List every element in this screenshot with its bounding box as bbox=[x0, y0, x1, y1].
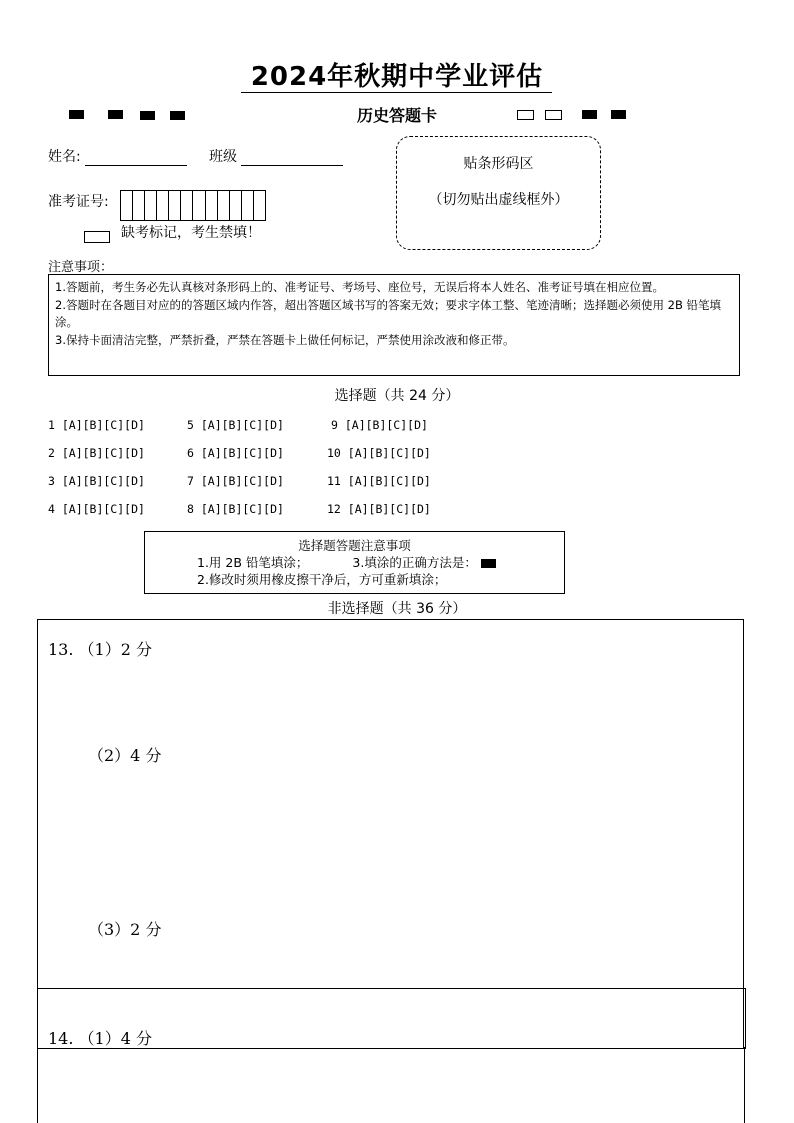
non-choice-section-title: 非选择题（共 36 分） bbox=[327, 601, 467, 617]
choice-question[interactable]: 3 [A][B][C][D] bbox=[48, 474, 145, 488]
choice-question[interactable]: 9 [A][B][C][D] bbox=[331, 418, 428, 432]
position-mark bbox=[140, 111, 155, 120]
absent-mark-box bbox=[84, 231, 110, 243]
instructions-title: 选择题答题注意事项 bbox=[298, 538, 411, 553]
absent-label: 缺考标记，考生禁填！ bbox=[121, 225, 261, 241]
exam-id-boxes[interactable] bbox=[120, 190, 266, 221]
instruction-1: 1.用 2B 铅笔填涂； bbox=[197, 555, 309, 570]
class-blank[interactable] bbox=[241, 151, 343, 166]
choice-question[interactable]: 6 [A][B][C][D] bbox=[187, 446, 284, 460]
notes-box bbox=[48, 274, 740, 376]
position-mark bbox=[108, 110, 123, 119]
position-mark bbox=[582, 110, 597, 119]
choice-section-title: 选择题（共 24 分） bbox=[334, 388, 460, 404]
notes-heading: 注意事项： bbox=[48, 260, 114, 275]
choice-question[interactable]: 7 [A][B][C][D] bbox=[187, 474, 284, 488]
choice-question[interactable]: 1 [A][B][C][D] bbox=[48, 418, 145, 432]
note-item: 3.保持卡面清洁完整，严禁折叠，严禁在答题卡上做任何标记，严禁使用涂改液和修正带。 bbox=[55, 332, 515, 347]
note-item: 1.答题前，考生务必先认真核对条形码上的、准考证号、考场号、座位号，无误后将本人姓名、准考证号填在相应位置。 bbox=[55, 280, 664, 294]
answer-area-14-border bbox=[744, 1047, 745, 1123]
choice-question[interactable]: 12 [A][B][C][D] bbox=[327, 502, 431, 516]
choice-question[interactable]: 8 [A][B][C][D] bbox=[187, 502, 284, 516]
position-mark bbox=[170, 111, 185, 120]
instruction-3: 3.填涂的正确方法是： bbox=[352, 555, 477, 570]
exam-id-label: 准考证号: bbox=[48, 194, 109, 210]
name-field[interactable] bbox=[48, 146, 187, 166]
q13-part1: 13. （1）2 分 bbox=[48, 640, 152, 659]
note-item: 2.答题时在各题目对应的的答题区域内作答，超出答题区域书写的答案无效；要求字体工整、笔迹清晰；选择题必须使用 2B 铅笔填涂。 bbox=[55, 297, 721, 329]
q14-part1: 14. （1）4 分 bbox=[48, 1029, 152, 1048]
position-mark bbox=[69, 110, 84, 119]
position-mark bbox=[611, 110, 626, 119]
page-title: 2024年秋期中学业评估 bbox=[250, 62, 544, 92]
name-label: 姓名: bbox=[48, 149, 81, 165]
answer-area-13[interactable] bbox=[37, 619, 744, 1049]
barcode-note: （切勿贴出虚线框外） bbox=[428, 192, 569, 208]
choice-question[interactable]: 11 [A][B][C][D] bbox=[327, 474, 431, 488]
answer-area-14-border bbox=[37, 1047, 38, 1123]
class-field[interactable] bbox=[209, 146, 343, 166]
barcode-area bbox=[396, 136, 601, 250]
name-blank[interactable] bbox=[85, 151, 187, 166]
choice-instructions-box bbox=[144, 531, 565, 594]
choice-question[interactable]: 10 [A][B][C][D] bbox=[327, 446, 431, 460]
q13-part2: （2）4 分 bbox=[88, 746, 162, 765]
position-mark-hollow bbox=[517, 110, 534, 120]
q13-part3: （3）2 分 bbox=[88, 920, 162, 939]
card-title: 历史答题卡 bbox=[356, 106, 437, 125]
choice-question[interactable]: 5 [A][B][C][D] bbox=[187, 418, 284, 432]
choice-question[interactable]: 4 [A][B][C][D] bbox=[48, 502, 145, 516]
choice-question[interactable]: 2 [A][B][C][D] bbox=[48, 446, 145, 460]
class-label: 班级 bbox=[209, 149, 237, 165]
title-underline bbox=[241, 92, 552, 93]
fill-sample bbox=[481, 559, 496, 568]
position-mark-hollow bbox=[545, 110, 562, 120]
instruction-2: 2.修改时须用橡皮擦干净后，方可重新填涂； bbox=[197, 572, 447, 587]
barcode-label: 贴条形码区 bbox=[463, 156, 534, 172]
